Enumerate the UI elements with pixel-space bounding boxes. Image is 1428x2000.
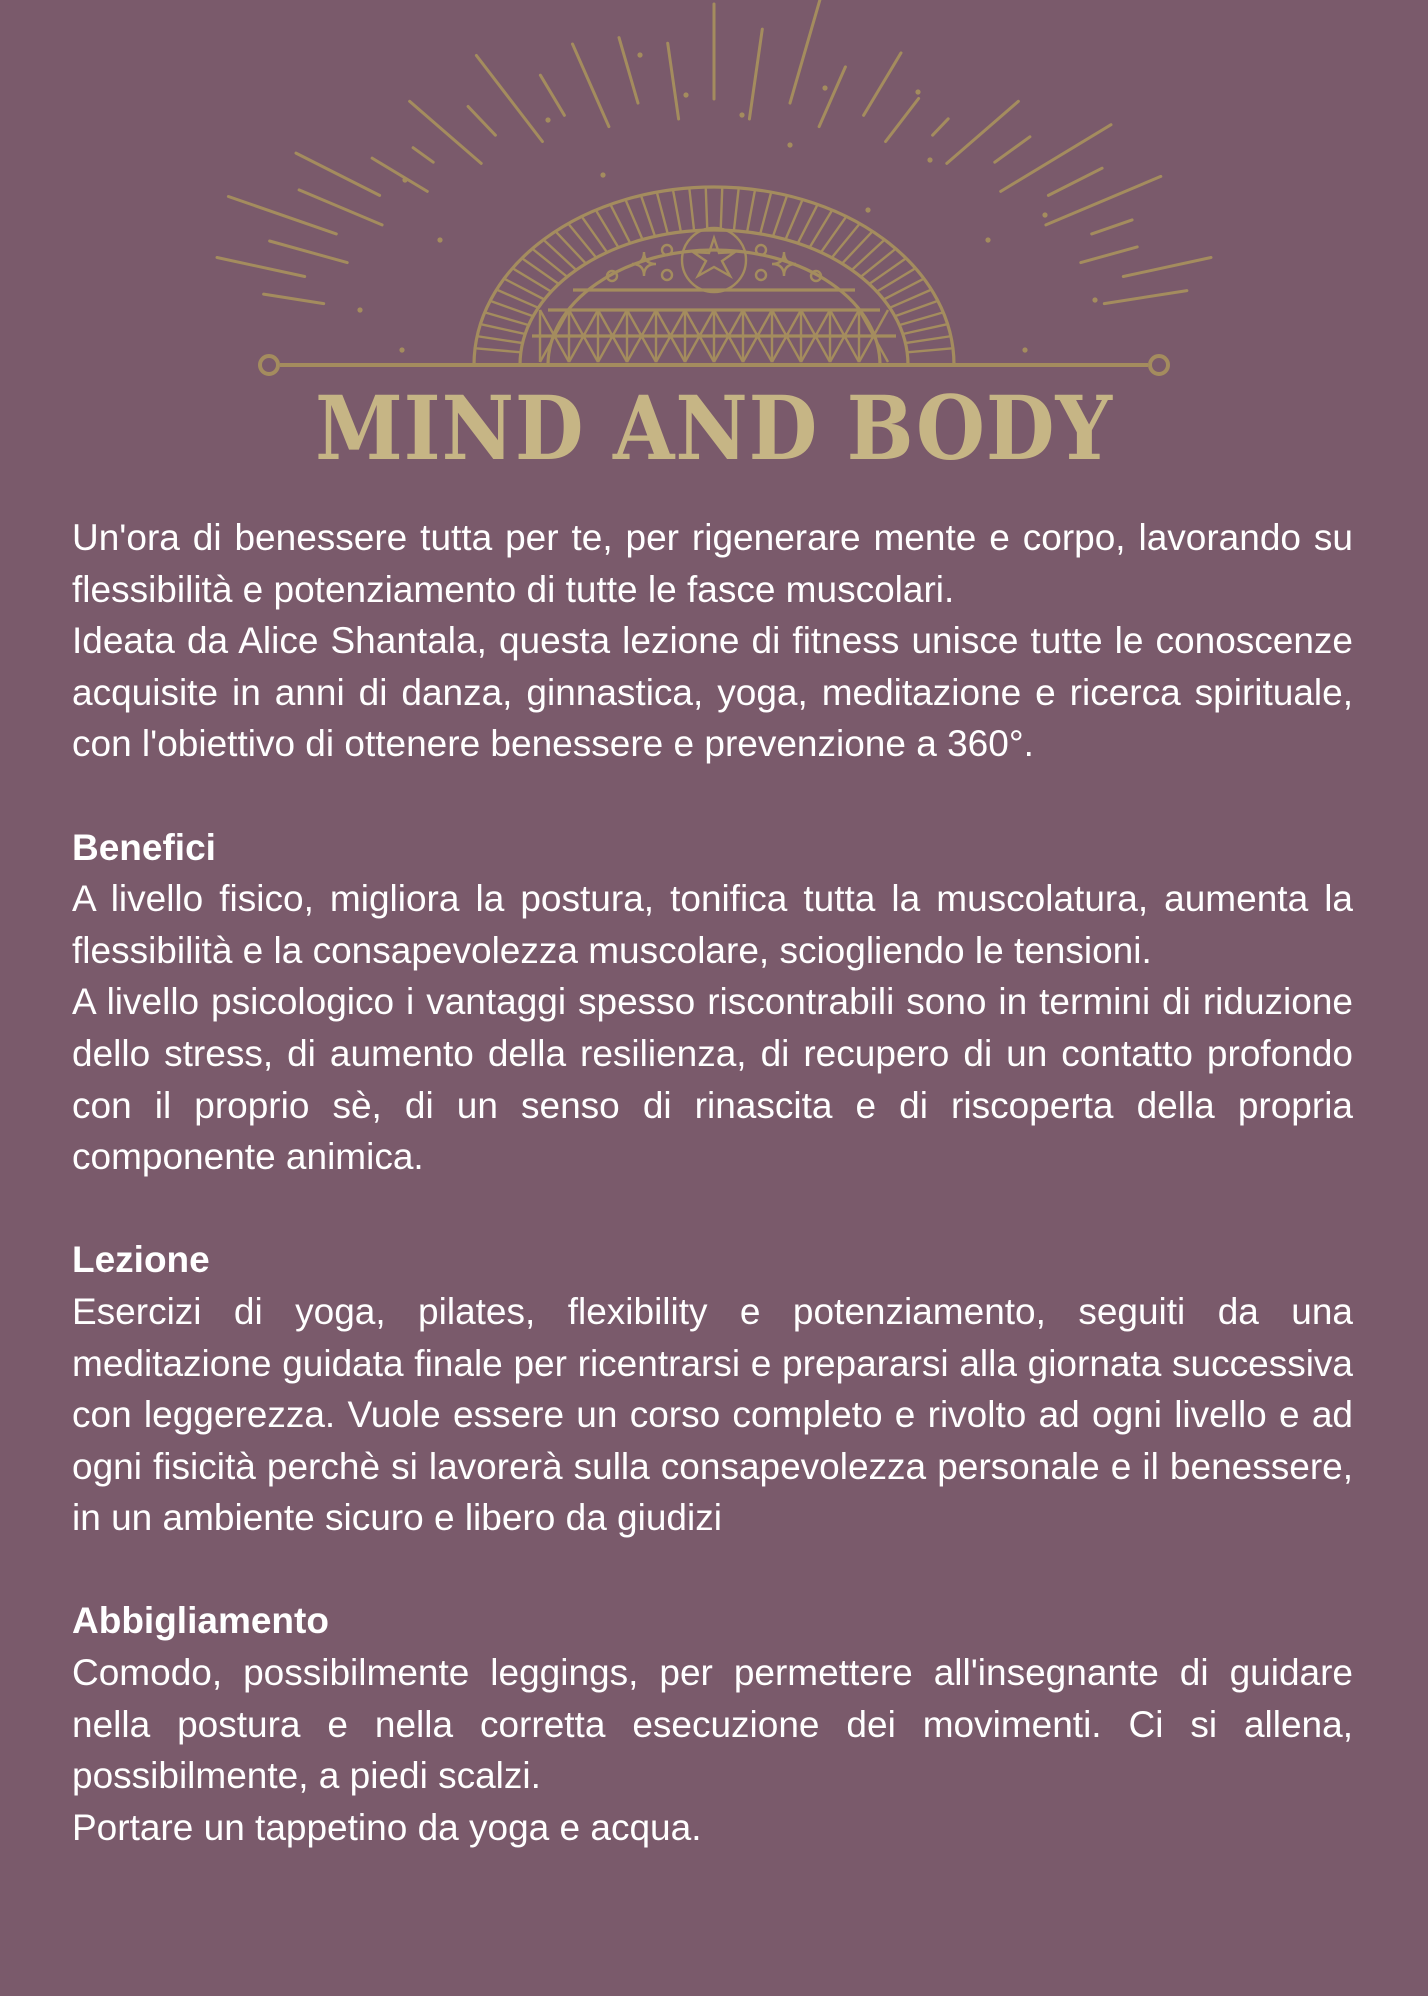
- inner-ray-icon: [842, 233, 871, 264]
- inner-ray-icon: [869, 259, 904, 284]
- inner-ray-icon: [852, 241, 883, 270]
- ray-icon: [749, 29, 762, 119]
- ray-icon: [1081, 247, 1137, 263]
- inner-ray-icon: [907, 348, 951, 352]
- ray-icon: [1046, 176, 1161, 225]
- ray-icon: [299, 190, 382, 225]
- inner-ray-icon: [734, 190, 739, 231]
- inner-ray-icon: [524, 259, 559, 284]
- sunburst-emblem-icon: [0, 0, 1428, 385]
- inner-ray-icon: [773, 197, 786, 236]
- inner-ray-icon: [487, 313, 529, 325]
- ray-icon: [296, 153, 380, 195]
- inner-ray-icon: [706, 189, 708, 230]
- spacer: [72, 1544, 1353, 1596]
- ray-icon: [668, 43, 679, 119]
- ray-icon: [995, 137, 1030, 162]
- ray-icon: [413, 148, 433, 163]
- intro-paragraph: Un'ora di benessere tutta per te, per rigenerare mente e corpo, lavorando su flessibilità e potenziamento di tutte le fasce muscolari.: [72, 517, 1353, 610]
- inner-ray-icon: [786, 201, 802, 239]
- ray-icon: [1123, 258, 1211, 277]
- ray-icon: [476, 56, 542, 142]
- ray-icon: [819, 67, 845, 127]
- inner-ray-icon: [514, 269, 551, 291]
- spacer: [72, 1183, 1353, 1235]
- abbigliamento-heading: Abbigliamento: [72, 1600, 329, 1642]
- inner-ray-icon: [905, 337, 948, 344]
- inner-ray-icon: [479, 337, 522, 344]
- sparkle-dot-icon: [915, 89, 920, 94]
- ray-icon: [619, 38, 638, 104]
- benefici-heading: Benefici: [72, 826, 216, 868]
- benefici-paragraph: A livello psicologico i vantaggi spesso riscontrabili sono in termini di riduzione dello stress, di aumento della resilienza, di recupero di un contatto profondo con il proprio sè, di un senso di rinascita e di riscoperta della propria componente animica.: [72, 981, 1353, 1178]
- sparkle-dot-icon: [1042, 212, 1047, 217]
- sparkle-dot-icon: [600, 172, 605, 177]
- sparkle-dot-icon: [399, 347, 404, 352]
- sparkle-dot-icon: [437, 237, 442, 242]
- inner-ray-icon: [861, 250, 894, 277]
- inner-ray-icon: [877, 269, 914, 291]
- inner-ray-icon: [534, 250, 567, 277]
- lezione-paragraph: Esercizi di yoga, pilates, flexibility e potenziamento, seguiti da una meditazione guidata finale per ricentrarsi e prepararsi alla giornata successiva con leggerezza. Vuole essere un corso completo e rivolto ad ogni livello e ad ogni fisicità perchè si lavorerà sulla consapevolezza personale e il benessere, in un ambiente sicuro e libero da giudizi: [72, 1290, 1353, 1539]
- inner-ray-icon: [626, 201, 642, 239]
- inner-ray-icon: [545, 241, 576, 270]
- spacer: [72, 770, 1353, 822]
- ray-icon: [540, 75, 564, 115]
- ray-icon: [1001, 125, 1111, 192]
- inner-ray-icon: [747, 192, 755, 232]
- sparkle-dot-icon: [402, 177, 407, 182]
- inner-ray-icon: [482, 325, 525, 334]
- sparkle-dot-icon: [545, 117, 550, 122]
- ray-icon: [270, 241, 348, 263]
- sparkle-dot-icon: [357, 307, 362, 312]
- inner-ray-icon: [477, 348, 521, 352]
- sparkle-dot-icon: [739, 112, 744, 117]
- ray-icon: [933, 119, 949, 135]
- sparkle-dot-icon: [1092, 297, 1097, 302]
- inner-ray-icon: [611, 206, 630, 243]
- inner-ray-icon: [760, 194, 771, 234]
- benefici-paragraph: A livello fisico, migliora la postura, tonifica tutta la muscolatura, aumenta la flessibilità e la consapevolezza muscolare, sciogliendo le tensioni.: [72, 878, 1353, 971]
- ray-icon: [1104, 291, 1187, 304]
- sparkle-dot-icon: [637, 52, 642, 57]
- intro-paragraph: Ideata da Alice Shantala, questa lezione di fitness unisce tutte le conoscenze acquisite in anni di danza, ginnastica, yoga, meditazione e ricerca spirituale, con l'obiettivo di ottenere benessere e prevenzione a 360°.: [72, 620, 1353, 765]
- sparkle-dot-icon: [865, 207, 870, 212]
- inner-ray-icon: [903, 325, 946, 334]
- page-bottom-border: [0, 1996, 1428, 2000]
- sparkle-dot-icon: [985, 237, 990, 242]
- sparkle-dot-icon: [927, 157, 932, 162]
- content-body: [72, 512, 1353, 1853]
- inner-ray-icon: [899, 313, 941, 325]
- sparkle-dot-icon: [683, 92, 688, 97]
- inner-ray-icon: [657, 194, 668, 234]
- ray-icon: [264, 294, 324, 304]
- ray-icon: [886, 99, 919, 142]
- page-title: MIND AND BODY: [315, 376, 1113, 480]
- ray-icon: [1048, 168, 1102, 195]
- sparkle-dot-icon: [822, 85, 827, 90]
- lezione-heading: Lezione: [72, 1239, 210, 1281]
- inner-ray-icon: [721, 189, 723, 230]
- abbigliamento-paragraph: Comodo, possibilmente leggings, per permettere all'insegnante di guidare nella postura e nella corretta esecuzione dei movimenti. Ci si allena, possibilmente, a piedi scalzi.: [72, 1652, 1353, 1797]
- abbigliamento-paragraph: Portare un tappetino da yoga e acqua.: [72, 1806, 702, 1848]
- inner-ray-icon: [798, 206, 817, 243]
- ray-icon: [864, 53, 901, 115]
- ray-icon: [468, 107, 495, 136]
- inner-ray-icon: [690, 190, 695, 231]
- ray-icon: [573, 44, 609, 127]
- ray-icon: [372, 158, 427, 191]
- ray-icon: [1092, 220, 1132, 234]
- inner-ray-icon: [557, 233, 586, 264]
- inner-ray-icon: [642, 197, 655, 236]
- sparkle-dot-icon: [1022, 347, 1027, 352]
- inner-ray-icon: [673, 192, 681, 232]
- sparkle-dot-icon: [787, 142, 792, 147]
- ray-icon: [217, 258, 305, 277]
- ray-icon: [790, 0, 823, 103]
- ray-icon: [228, 197, 336, 234]
